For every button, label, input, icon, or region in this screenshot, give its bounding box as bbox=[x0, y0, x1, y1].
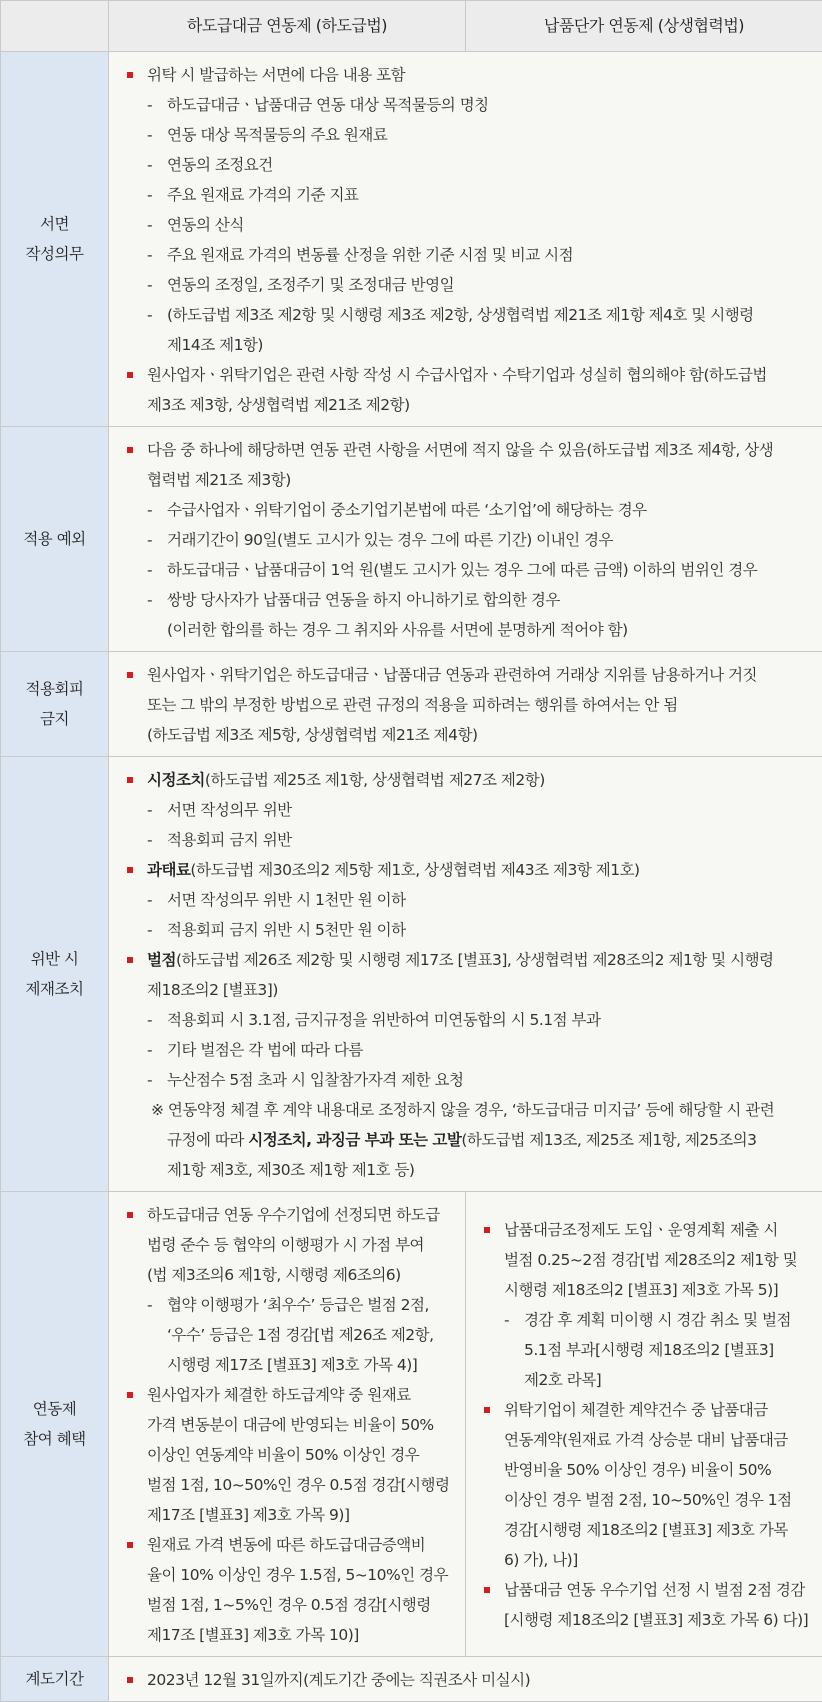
bullet-item: 과태료(하도급법 제30조의2 제5항 제1호, 상생협력법 제43조 제3항 제1호) bbox=[127, 855, 816, 885]
bullet-item: 원재료 가격 변동에 따른 하도급대금증액비 율이 10% 이상인 경우 1.5점, 5~10%인 경우 벌점 1점, 1~5%인 경우 0.5점 경감[시행령 제17조 [별표3] 제3호 가목 10)] bbox=[127, 1530, 461, 1650]
dash-item: - 적용회피 시 3.1점, 금지규정을 위반하여 미연동합의 시 5.1점 부과 bbox=[127, 1005, 816, 1035]
bullet-item: 원사업자ㆍ위탁기업은 하도급대금ㆍ납품대금 연동과 관련하여 거래상 지위를 남용하거나 거짓 또는 그 밖의 부정한 방법으로 관련 규정의 적용을 피하려는 행위를 하여서는 안 됨 (하도급법 제3조 제5항, 상생협력법 제21조 제4항) bbox=[127, 660, 816, 750]
bullet-item: 시정조치(하도급법 제25조 제1항, 상생협력법 제27조 제2항) bbox=[127, 765, 816, 795]
header-subcontract-act: 하도급대금 연동제 (하도급법) bbox=[109, 1, 466, 52]
cell-avoidance bbox=[109, 652, 822, 757]
row-label-exception: 적용 예외 bbox=[1, 427, 109, 652]
row-label-writing: 서면 작성의무 bbox=[1, 52, 109, 427]
note-item: ※ 연동약정 체결 후 계약 내용대로 조정하지 않을 경우, ‘하도급대금 미지급’ 등에 해당할 시 관련 규정에 따라 시정조치, 과징금 부과 또는 고발(하도급법 제13조, 제25조 제1항, 제25조의3 제1항 제3호, 제30조 제1항 제1호 등) bbox=[127, 1095, 816, 1185]
cell-exception bbox=[109, 427, 822, 652]
row-avoidance-ban bbox=[1, 652, 822, 757]
header-row bbox=[1, 1, 822, 52]
dash-item: - 누산점수 5점 초과 시 입찰참가자격 제한 요청 bbox=[127, 1065, 816, 1095]
dash-item: - 협약 이행평가 ‘최우수’ 등급은 벌점 2점, ‘우수’ 등급은 1점 경감[법 제26조 제2항, 시행령 제17조 [별표3] 제3호 가목 4)] bbox=[127, 1290, 461, 1380]
header-win-win-act: 납품단가 연동제 (상생협력법) bbox=[466, 1, 822, 52]
cell-sanctions bbox=[109, 757, 822, 1192]
dash-item: - 적용회피 금지 위반 시 5천만 원 이하 bbox=[127, 915, 816, 945]
header-corner bbox=[1, 1, 109, 52]
dash-item: - 하도급대금ㆍ납품대금이 1억 원(별도 고시가 있는 경우 그에 따른 금액) 이하의 범위인 경우 bbox=[127, 555, 816, 585]
dash-item: - 적용회피 금지 위반 bbox=[127, 825, 816, 855]
dash-item: - 주요 원재료 가격의 변동률 산정을 위한 기준 시점 및 비교 시점 bbox=[127, 240, 816, 270]
row-label-grace: 계도기간 bbox=[1, 1657, 109, 1702]
row-label-sanctions: 위반 시 제재조치 bbox=[1, 757, 109, 1192]
dash-item: - 연동 대상 목적물등의 주요 원재료 bbox=[127, 120, 816, 150]
row-grace-period bbox=[1, 1657, 822, 1702]
cell-benefits-subcontract bbox=[109, 1192, 466, 1657]
bullet-item: 벌점(하도급법 제26조 제2항 및 시행령 제17조 [별표3], 상생협력법 제28조의2 제1항 및 시행령 제18조의2 [별표3]) bbox=[127, 945, 816, 1005]
dash-item: - 서면 작성의무 위반 시 1천만 원 이하 bbox=[127, 885, 816, 915]
bullet-item: 하도급대금 연동 우수기업에 선정되면 하도급 법령 준수 등 협약의 이행평가 시 가점 부여 (법 제3조의6 제1항, 시행령 제6조의6) bbox=[127, 1200, 461, 1290]
bullet-item: 납품대금조정제도 도입ㆍ운영계획 제출 시 벌점 0.25~2점 경감[법 제28조의2 제1항 및 시행령 제18조의2 [별표3] 제3호 가목 5)] bbox=[484, 1215, 818, 1305]
dash-item: - 하도급대금ㆍ납품대금 연동 대상 목적물등의 명칭 bbox=[127, 90, 816, 120]
bullet-item: 원사업자가 체결한 하도급계약 중 원재료 가격 변동분이 대금에 반영되는 비율이 50% 이상인 연동계약 비율이 50% 이상인 경우 벌점 1점, 10~50%인 경우 0.5점 경감[시행령 제17조 [별표3] 제3호 가목 9)] bbox=[127, 1380, 461, 1530]
dash-item: - 연동의 조정요건 bbox=[127, 150, 816, 180]
row-label-avoidance: 적용회피 금지 bbox=[1, 652, 109, 757]
dash-item: - 경감 후 계획 미이행 시 경감 취소 및 벌점 5.1점 부과[시행령 제18조의2 [별표3] 제2호 라목] bbox=[484, 1305, 818, 1395]
bullet-item: 2023년 12월 31일까지(계도기간 중에는 직권조사 미실시) bbox=[127, 1665, 816, 1695]
bullet-item: 위탁기업이 체결한 계약건수 중 납품대금 연동계약(원재료 가격 상승분 대비 납품대금 반영비율 50% 이상인 경우) 비율이 50% 이상인 경우 벌점 2점, 10~50%인 경우 1점 경감[시행령 제18조의2 [별표3] 제3호 가목 6) 가), 나)] bbox=[484, 1395, 818, 1575]
bullet-item: 원사업자ㆍ위탁기업은 관련 사항 작성 시 수급사업자ㆍ수탁기업과 성실히 협의해야 함(하도급법 제3조 제3항, 상생협력법 제21조 제2항) bbox=[127, 360, 816, 420]
dash-item: - 기타 벌점은 각 법에 따라 다름 bbox=[127, 1035, 816, 1065]
dash-item: - (하도급법 제3조 제2항 및 시행령 제3조 제2항, 상생협력법 제21조 제1항 제4호 및 시행령 제14조 제1항) bbox=[127, 300, 816, 360]
cell-benefits-winwin bbox=[466, 1192, 822, 1657]
dash-item: - 쌍방 당사자가 납품대금 연동을 하지 아니하기로 합의한 경우 (이러한 합의를 하는 경우 그 취지와 사유를 서면에 분명하게 적어야 함) bbox=[127, 585, 816, 645]
row-label-benefits: 연동제 참여 혜택 bbox=[1, 1192, 109, 1657]
bullet-item: 납품대금 연동 우수기업 선정 시 벌점 2점 경감 [시행령 제18조의2 [별표3] 제3호 가목 6) 다)] bbox=[484, 1575, 818, 1635]
row-benefits bbox=[1, 1192, 822, 1657]
dash-item: - 수급사업자ㆍ위탁기업이 중소기업기본법에 따른 ‘소기업’에 해당하는 경우 bbox=[127, 495, 816, 525]
cell-grace bbox=[109, 1657, 822, 1702]
row-exception bbox=[1, 427, 822, 652]
bullet-item: 위탁 시 발급하는 서면에 다음 내용 포함 bbox=[127, 60, 816, 90]
bullet-item: 다음 중 하나에 해당하면 연동 관련 사항을 서면에 적지 않을 수 있음(하도급법 제3조 제4항, 상생 협력법 제21조 제3항) bbox=[127, 435, 816, 495]
dash-item: - 거래기간이 90일(별도 고시가 있는 경우 그에 따른 기간) 이내인 경우 bbox=[127, 525, 816, 555]
cell-writing bbox=[109, 52, 822, 427]
dash-item: - 연동의 조정일, 조정주기 및 조정대금 반영일 bbox=[127, 270, 816, 300]
dash-item: - 주요 원재료 가격의 기준 지표 bbox=[127, 180, 816, 210]
dash-item: - 서면 작성의무 위반 bbox=[127, 795, 816, 825]
row-sanctions bbox=[1, 757, 822, 1192]
dash-item: - 연동의 산식 bbox=[127, 210, 816, 240]
row-writing-obligation bbox=[1, 52, 822, 427]
